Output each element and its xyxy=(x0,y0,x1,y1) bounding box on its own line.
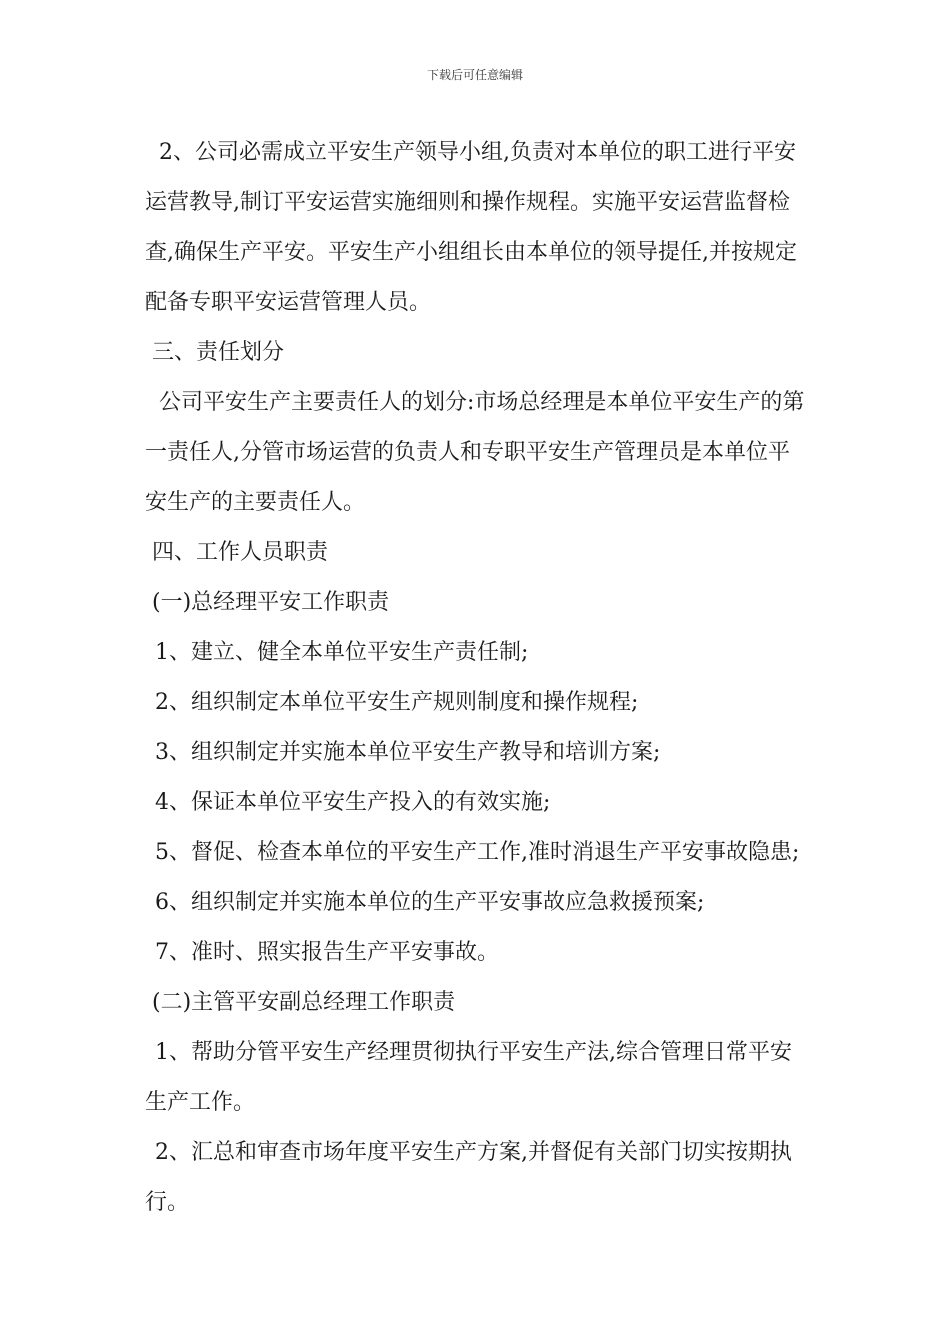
list-item: 5、督促、检查本单位的平安生产工作,准时消退生产平安事故隐患; xyxy=(155,840,800,865)
subheading-deputy-gm-duties: (二)主管平安副总经理工作职责 xyxy=(145,990,456,1015)
paragraph-leadership-group: 2、公司必需成立平安生产领导小组,负责对本单位的职工进行平安运营教导,制订平安运营实施细则和操作规程。实施平安运营监督检查,确保生产平安。平安生产小组组长由本单位的领导提任,并按规定配备专职平安运营管理人员。 xyxy=(145,140,797,315)
list-item: 1、帮助分管平安生产经理贯彻执行平安生产法,综合管理日常平安生产工作。 xyxy=(145,1040,792,1115)
list-item: 1、建立、健全本单位平安生产责任制; xyxy=(155,640,529,665)
paragraph-responsibility-division: 公司平安生产主要责任人的划分:市场总经理是本单位平安生产的第一责任人,分管市场运营的负责人和专职平安生产管理员是本单位平安生产的主要责任人。 xyxy=(145,390,805,515)
subheading-gm-duties: (一)总经理平安工作职责 xyxy=(145,590,390,615)
list-item: 2、汇总和审查市场年度平安生产方案,并督促有关部门切实按期执行。 xyxy=(145,1140,792,1215)
list-item: 3、组织制定并实施本单位平安生产教导和培训方案; xyxy=(155,740,661,765)
section-heading-staff-duties: 四、工作人员职责 xyxy=(145,540,329,565)
page-header: 下载后可任意编辑 xyxy=(426,68,523,82)
document-body xyxy=(145,128,810,1228)
list-item: 2、组织制定本单位平安生产规则制度和操作规程; xyxy=(155,690,639,715)
list-item: 4、保证本单位平安生产投入的有效实施; xyxy=(155,790,551,815)
list-item: 7、准时、照实报告生产平安事故。 xyxy=(155,940,499,965)
list-item: 6、组织制定并实施本单位的生产平安事故应急救援预案; xyxy=(155,890,705,915)
section-heading-responsibility-division: 三、责任划分 xyxy=(145,340,285,365)
